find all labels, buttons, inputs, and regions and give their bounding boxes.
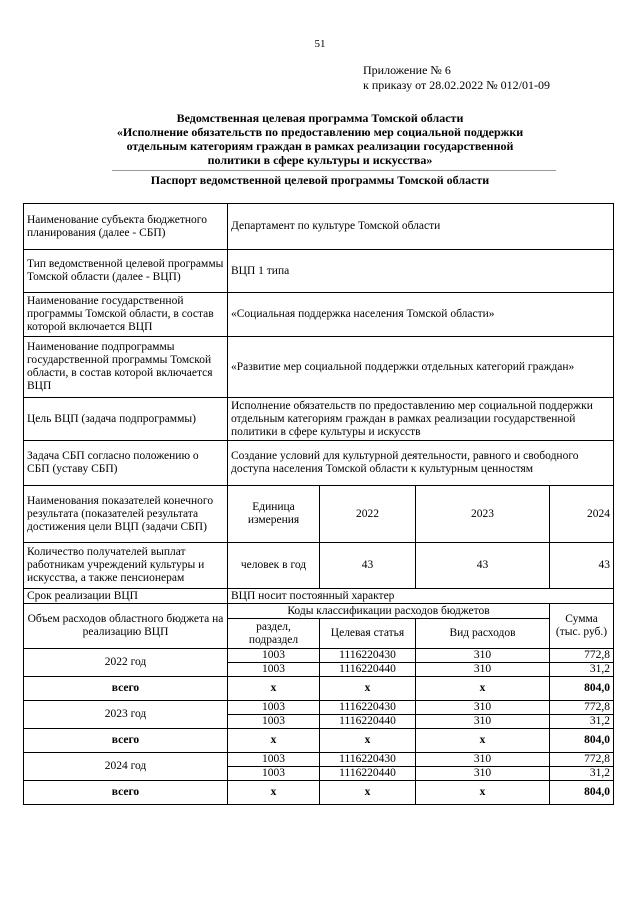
target-cell: 1116220430	[320, 701, 416, 715]
col-target: Целевая статья	[320, 619, 416, 649]
section-cell: 1003	[228, 715, 320, 729]
x-cell: x	[416, 781, 550, 805]
sum-cell: 772,8	[550, 649, 614, 663]
codes-header: Коды классификации расходов бюджетов	[228, 604, 550, 619]
total-sum: 804,0	[550, 729, 614, 753]
divider	[112, 170, 556, 171]
type-cell: 310	[416, 701, 550, 715]
indicator-value-2022: 43	[320, 543, 416, 589]
row-value: «Развитие мер социальной поддержки отдельных категорий граждан»	[228, 337, 614, 398]
total-sum: 804,0	[550, 677, 614, 701]
row-label: Наименование государственной программы Томской области, в состав которой включается ВЦП	[24, 293, 228, 337]
unit-header: Единица измерения	[228, 486, 320, 543]
target-cell: 1116220430	[320, 753, 416, 767]
row-label: Цель ВЦП (задача подпрограммы)	[24, 398, 228, 441]
type-cell: 310	[416, 767, 550, 781]
sum-cell: 772,8	[550, 701, 614, 715]
table-row	[24, 204, 614, 250]
title-line-4: политики в сфере культуры и искусства»	[207, 153, 433, 167]
row-value: ВЦП 1 типа	[228, 250, 614, 293]
section-cell: 1003	[228, 753, 320, 767]
budget-year: 2024 год	[24, 753, 228, 781]
table-row	[24, 649, 614, 663]
target-cell: 1116220440	[320, 663, 416, 677]
budget-header-row	[24, 604, 614, 619]
target-cell: 1116220430	[320, 649, 416, 663]
type-cell: 310	[416, 649, 550, 663]
total-row	[24, 781, 614, 805]
x-cell: x	[320, 729, 416, 753]
table-row	[24, 337, 614, 398]
col-section: раздел, подраздел	[228, 619, 320, 649]
x-cell: x	[228, 729, 320, 753]
passport-table	[23, 203, 614, 805]
x-cell: x	[228, 781, 320, 805]
row-label: Наименование субъекта бюджетного планирования (далее - СБП)	[24, 204, 228, 250]
x-cell: x	[228, 677, 320, 701]
sum-cell: 31,2	[550, 767, 614, 781]
total-row	[24, 729, 614, 753]
type-cell: 310	[416, 663, 550, 677]
indicators-header-row	[24, 486, 614, 543]
term-row	[24, 589, 614, 604]
appendix-note	[363, 63, 550, 93]
appendix-line-1: Приложение № 6	[363, 63, 451, 77]
year-header-2023: 2023	[416, 486, 550, 543]
title-line-1: Ведомственная целевая программа Томской области	[176, 111, 464, 125]
col-type: Вид расходов	[416, 619, 550, 649]
title-line-2: «Исполнение обязательств по предоставлению мер социальной поддержки	[116, 125, 524, 139]
indicators-row	[24, 543, 614, 589]
table-row	[24, 701, 614, 715]
program-title	[60, 111, 580, 167]
year-header-2022: 2022	[320, 486, 416, 543]
x-cell: x	[416, 729, 550, 753]
total-label: всего	[24, 729, 228, 753]
budget-label: Объем расходов областного бюджета на реализацию ВЦП	[24, 604, 228, 649]
total-label: всего	[24, 781, 228, 805]
page-number: 51	[314, 38, 326, 50]
indicators-header-label: Наименования показателей конечного результата (показателей результата достижения цели ВЦП (задачи СБП)	[24, 486, 228, 543]
indicator-label: Количество получателей выплат работникам учреждений культуры и искусства, а также пенсионерам	[24, 543, 228, 589]
table-row	[24, 753, 614, 767]
x-cell: x	[320, 781, 416, 805]
row-label: Тип ведомственной целевой программы Томской области (далее - ВЦП)	[24, 250, 228, 293]
total-row	[24, 677, 614, 701]
target-cell: 1116220440	[320, 715, 416, 729]
type-cell: 310	[416, 715, 550, 729]
sum-cell: 31,2	[550, 715, 614, 729]
sum-cell: 772,8	[550, 753, 614, 767]
table-row	[24, 398, 614, 441]
passport-title: Паспорт ведомственной целевой программы Томской области	[150, 173, 490, 187]
appendix-line-2: к приказу от 28.02.2022 № 012/01-09	[363, 78, 551, 92]
sum-cell: 31,2	[550, 663, 614, 677]
sum-header: Сумма (тыс. руб.)	[550, 604, 614, 649]
row-value: Исполнение обязательств по предоставлению мер социальной поддержки отдельным категориям граждан в рамках реализации государственной политики в сфере культуры и искусств	[228, 398, 614, 441]
budget-year: 2022 год	[24, 649, 228, 677]
x-cell: x	[320, 677, 416, 701]
table-row	[24, 293, 614, 337]
row-value: «Социальная поддержка населения Томской области»	[228, 293, 614, 337]
table-row	[24, 441, 614, 486]
title-line-3: отдельным категориям граждан в рамках реализации государственной	[126, 139, 514, 153]
x-cell: x	[416, 677, 550, 701]
table-row	[24, 250, 614, 293]
total-sum: 804,0	[550, 781, 614, 805]
section-cell: 1003	[228, 701, 320, 715]
year-header-2024: 2024	[550, 486, 614, 543]
term-label: Срок реализации ВЦП	[24, 589, 228, 604]
row-value: Департамент по культуре Томской области	[228, 204, 614, 250]
row-value: Создание условий для культурной деятельности, равного и свободного доступа населения Томской области к культурным ценностям	[228, 441, 614, 486]
section-cell: 1003	[228, 767, 320, 781]
section-cell: 1003	[228, 649, 320, 663]
indicator-unit: человек в год	[228, 543, 320, 589]
total-label: всего	[24, 677, 228, 701]
section-cell: 1003	[228, 663, 320, 677]
term-value: ВЦП носит постоянный характер	[228, 589, 614, 604]
indicator-value-2024: 43	[550, 543, 614, 589]
target-cell: 1116220440	[320, 767, 416, 781]
row-label: Наименование подпрограммы государственной программы Томской области, в состав которой включается ВЦП	[24, 337, 228, 398]
row-label: Задача СБП согласно положению о СБП (уставу СБП)	[24, 441, 228, 486]
type-cell: 310	[416, 753, 550, 767]
budget-year: 2023 год	[24, 701, 228, 729]
indicator-value-2023: 43	[416, 543, 550, 589]
